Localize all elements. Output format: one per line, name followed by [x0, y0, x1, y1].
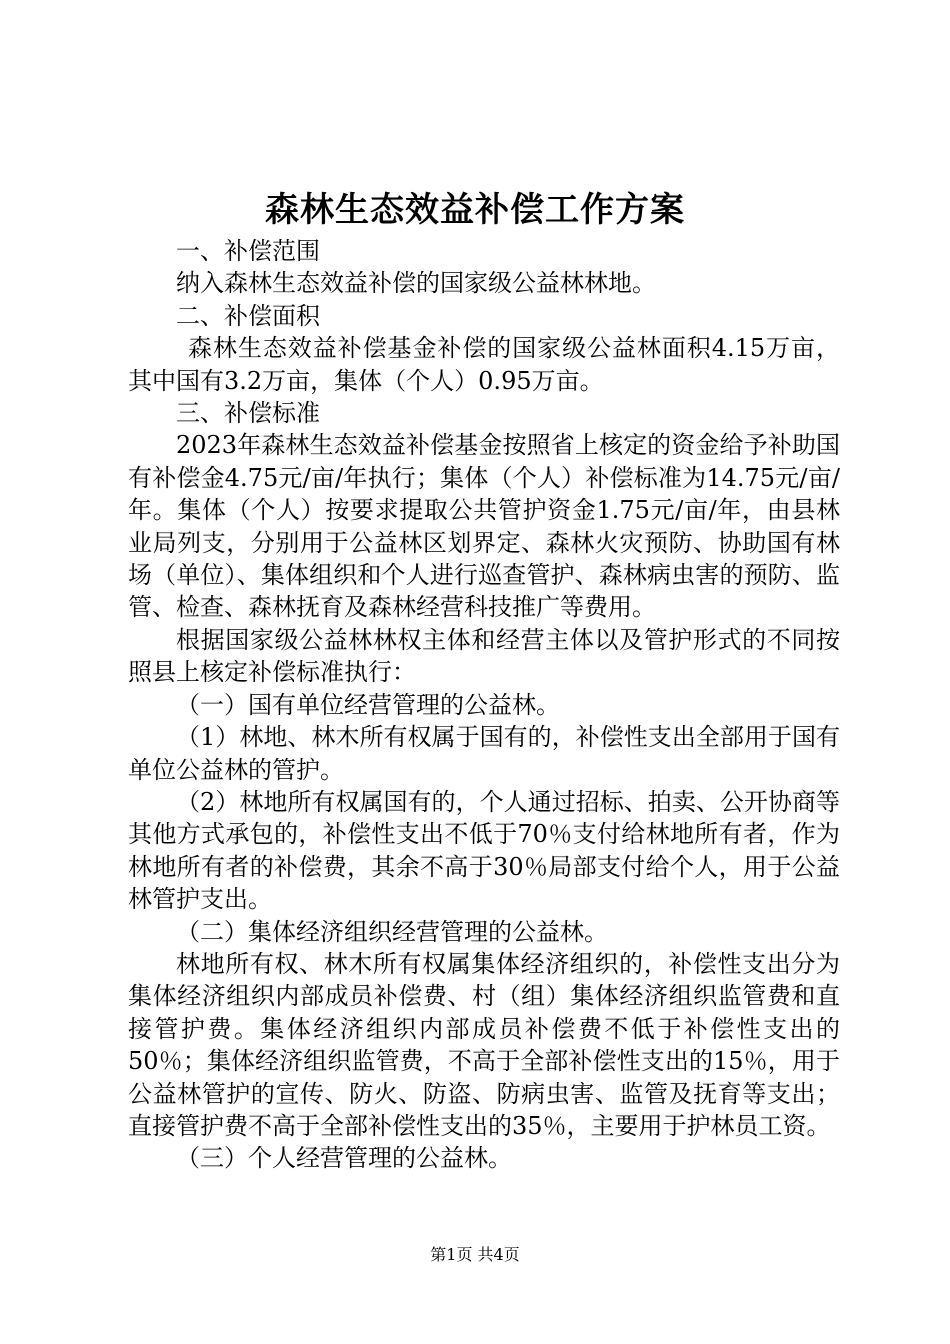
subsection-heading-collective: （二）集体经济组织经营管理的公益林。 — [176, 917, 608, 946]
paragraph-state-2: （2）林地所有权属国有的，个人通过招标、拍卖、公开协商等其他方式承包的，补偿性支出不低于70％支付给林地所有者，作为林地所有者的补偿费，其余不高于30％局部支付给个人，用于公益林管护支出。 — [128, 787, 840, 914]
subsection-heading-state: （一）国有单位经营管理的公益林。 — [176, 690, 560, 719]
section-heading-area: 二、补偿面积 — [176, 301, 320, 330]
page-number-footer: 第1页 共4页 — [430, 1245, 520, 1264]
section-heading-standard: 三、补偿标准 — [176, 399, 320, 428]
paragraph-scope: 纳入森林生态效益补偿的国家级公益林林地。 — [176, 269, 656, 298]
paragraph-area: 森林生态效益补偿基金补偿的国家级公益林面积4.15万亩，其中国有3.2万亩，集体（个人）0.95万亩。 — [128, 334, 840, 395]
paragraph-standard: 2023年森林生态效益补偿基金按照省上核定的资金给予补助国有补偿金4.75元/亩/年执行；集体（个人）补偿标准为14.75元/亩/年。集体（个人）按要求提取公共管护资金1.75元/亩/年，由县林业局列支，分别用于公益林区划界定、森林火灾预防、协助国有林场（单位）、集体组织和个人进行巡查管护、森林病虫害的预防、监管、检查、森林抚育及森林经营科技推广等费用。 — [128, 431, 840, 622]
subsection-heading-individual: （三）个人经营管理的公益林。 — [176, 1144, 512, 1173]
section-heading-scope: 一、补偿范围 — [176, 237, 320, 265]
paragraph-basis: 根据国家级公益林林权主体和经营主体以及管护形式的不同按照县上核定补偿标准执行： — [128, 625, 840, 687]
document-body — [128, 235, 840, 1175]
document-title: 森林生态效益补偿工作方案 — [265, 190, 685, 230]
paragraph-collective: 林地所有权、林木所有权属集体经济组织的，补偿性支出分为集体经济组织内部成员补偿费、村（组）集体经济组织监管费和直接管护费。集体经济组织内部成员补偿费不低于补偿性支出的50％；集体经济组织监管费，不高于全部补偿性支出的15％，用于公益林管护的宣传、防火、防盗、防病虫害、监管及抚育等支出；直接管护费不高于全部补偿性支出的35％，主要用于护林员工资。 — [128, 949, 840, 1140]
paragraph-state-1: （1）林地、林木所有权属于国有的，补偿性支出全部用于国有单位公益林的管护。 — [128, 723, 840, 784]
